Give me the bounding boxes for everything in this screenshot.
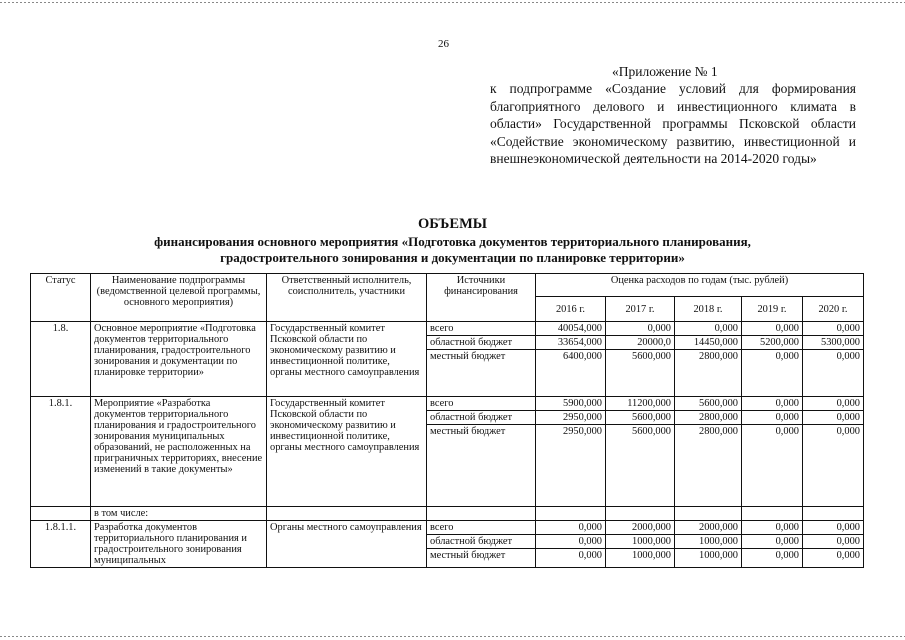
appendix-block	[490, 63, 856, 167]
value-cell: 40054,000	[536, 322, 606, 336]
header-year: 2016 г.	[536, 297, 606, 322]
row-name: в том числе:	[91, 507, 267, 521]
row-status: 1.8.1.1.	[31, 521, 91, 568]
header-name: Наименование подпрограммы (ведомственной целевой программы, основного мероприятия)	[91, 274, 267, 322]
value-cell: 2950,000	[536, 411, 606, 425]
value-cell: 0,000	[742, 322, 803, 336]
appendix-title: «Приложение № 1	[612, 64, 718, 79]
appendix-body: к подпрограмме «Создание условий для формирования благоприятного делового и инвестиционного климата в области» Государственной программы Псковской области «Содействие экономическому развитию, инвестиционной и внешнеэкономической деятельности на 2014-2020 годы»	[490, 81, 856, 167]
source-label: областной бюджет	[427, 336, 536, 350]
value-cell: 0,000	[742, 535, 803, 549]
subtitle-line-2: градостроительного зонирования и документации по планировке территории»	[220, 250, 685, 265]
value-cell: 0,000	[803, 425, 864, 507]
value-cell: 0,000	[742, 521, 803, 535]
value-cell: 2800,000	[675, 411, 742, 425]
value-cell: 2800,000	[675, 350, 742, 397]
header-year: 2017 г.	[606, 297, 675, 322]
value-cell: 6400,000	[536, 350, 606, 397]
value-cell: 5600,000	[606, 425, 675, 507]
source-label: местный бюджет	[427, 350, 536, 397]
value-cell: 2000,000	[606, 521, 675, 535]
header-executor: Ответственный исполнитель, соисполнитель, участники	[267, 274, 427, 322]
value-cell: 33654,000	[536, 336, 606, 350]
empty-cell	[536, 507, 606, 521]
value-cell: 2000,000	[675, 521, 742, 535]
row-status: 1.8.1.	[31, 397, 91, 507]
value-cell: 0,000	[803, 322, 864, 336]
header-year: 2018 г.	[675, 297, 742, 322]
value-cell: 2800,000	[675, 425, 742, 507]
value-cell: 1000,000	[606, 535, 675, 549]
table-row	[31, 322, 864, 336]
row-executor: Государственный комитет Псковской области по экономическому развитию и инвестиционной политике, органы местного самоуправления	[267, 322, 427, 397]
source-label: всего	[427, 397, 536, 411]
empty-cell	[803, 507, 864, 521]
header-year: 2019 г.	[742, 297, 803, 322]
value-cell: 11200,000	[606, 397, 675, 411]
value-cell: 0,000	[742, 425, 803, 507]
empty-cell	[742, 507, 803, 521]
header-estimate: Оценка расходов по годам (тыс. рублей)	[536, 274, 864, 297]
value-cell: 0,000	[742, 411, 803, 425]
table-row	[31, 507, 864, 521]
row-executor: Органы местного самоуправления	[267, 521, 427, 568]
value-cell: 0,000	[675, 322, 742, 336]
value-cell: 0,000	[742, 350, 803, 397]
value-cell: 0,000	[803, 521, 864, 535]
value-cell: 0,000	[803, 549, 864, 568]
scan-edge-top	[0, 2, 905, 3]
row-status: 1.8.	[31, 322, 91, 397]
empty-cell	[675, 507, 742, 521]
value-cell: 0,000	[803, 397, 864, 411]
row-executor	[267, 507, 427, 521]
row-executor: Государственный комитет Псковской области по экономическому развитию и инвестиционной политике, органы местного самоуправления	[267, 397, 427, 507]
row-name: Основное мероприятие «Подготовка документов территориального планирования, градостроительного зонирования и документации по планировке территории»	[91, 322, 267, 397]
value-cell: 1000,000	[606, 549, 675, 568]
value-cell: 0,000	[536, 549, 606, 568]
financing-table	[30, 273, 864, 568]
row-name: Мероприятие «Разработка документов территориального планирования и градостроительного зонирования муниципальных образований, не расположенных на приграничных территориях, внесение изменений в такие документы»	[91, 397, 267, 507]
value-cell: 20000,0	[606, 336, 675, 350]
value-cell: 0,000	[606, 322, 675, 336]
value-cell: 5300,000	[803, 336, 864, 350]
document-subtitle	[0, 234, 905, 266]
row-status	[31, 507, 91, 521]
table-row	[31, 397, 864, 411]
subtitle-line-1: финансирования основного мероприятия «Подготовка документов территориального планирования,	[154, 234, 751, 249]
value-cell: 0,000	[803, 411, 864, 425]
row-name: Разработка документов территориального планирования и градостроительного зонирования муниципальных	[91, 521, 267, 568]
value-cell: 5900,000	[536, 397, 606, 411]
value-cell: 0,000	[742, 397, 803, 411]
source-label: областной бюджет	[427, 535, 536, 549]
value-cell: 2950,000	[536, 425, 606, 507]
empty-cell	[606, 507, 675, 521]
value-cell: 5600,000	[606, 411, 675, 425]
document-title: ОБЪЕМЫ	[417, 216, 487, 232]
value-cell: 1000,000	[675, 535, 742, 549]
source-label: всего	[427, 322, 536, 336]
value-cell: 0,000	[803, 535, 864, 549]
value-cell: 14450,000	[675, 336, 742, 350]
value-cell: 0,000	[536, 521, 606, 535]
header-sources: Источники финансирования	[427, 274, 536, 322]
value-cell: 5600,000	[606, 350, 675, 397]
table-row	[31, 521, 864, 535]
value-cell: 0,000	[803, 350, 864, 397]
source-label: областной бюджет	[427, 411, 536, 425]
header-status: Статус	[31, 274, 91, 322]
scan-edge-bottom	[0, 636, 905, 637]
empty-cell	[427, 507, 536, 521]
source-label: местный бюджет	[427, 549, 536, 568]
page-number: 26	[438, 38, 449, 50]
value-cell: 5200,000	[742, 336, 803, 350]
source-label: всего	[427, 521, 536, 535]
value-cell: 0,000	[742, 549, 803, 568]
value-cell: 5600,000	[675, 397, 742, 411]
value-cell: 1000,000	[675, 549, 742, 568]
source-label: местный бюджет	[427, 425, 536, 507]
header-year: 2020 г.	[803, 297, 864, 322]
value-cell: 0,000	[536, 535, 606, 549]
